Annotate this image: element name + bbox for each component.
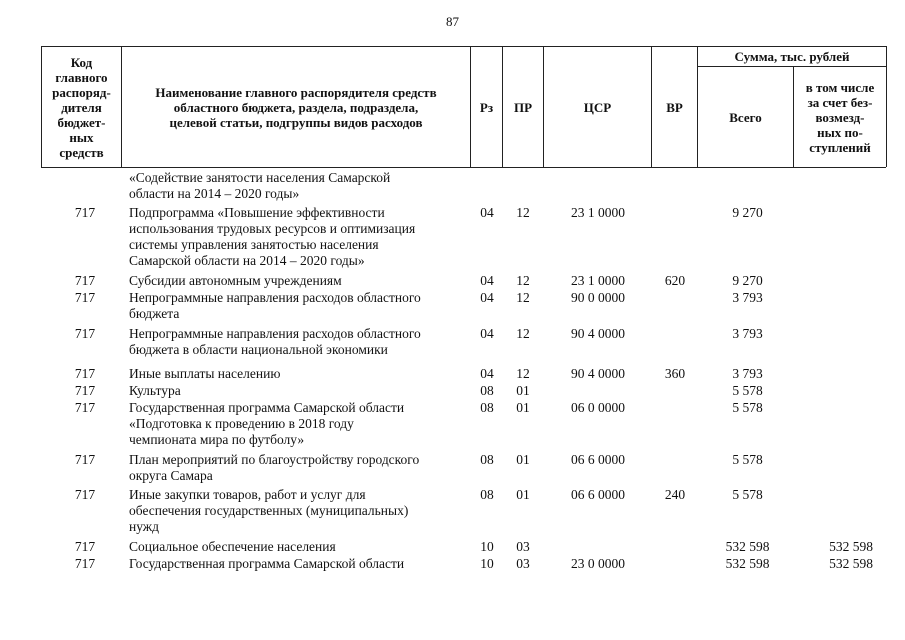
row-total: 3 793 <box>732 366 763 381</box>
row-rz: 08 <box>480 400 494 415</box>
row-csr: 90 4 0000 <box>571 366 625 381</box>
row-vr: 620 <box>664 273 686 288</box>
page-number: 87 <box>446 14 459 29</box>
row-rz: 04 <box>480 290 494 305</box>
header-csr: ЦСР <box>583 99 612 115</box>
row-name: Подпрограмма «Повышение эффективности использования трудовых ресурсов и оптимизация системы управления занятостью населения Самарской области на 2014 – 2020 годы» <box>129 205 416 268</box>
row-total: 5 578 <box>732 487 763 502</box>
row-code: 717 <box>74 366 96 381</box>
row-code: 717 <box>74 290 96 305</box>
row-pr: 12 <box>516 326 530 341</box>
row-rz: 08 <box>480 487 494 502</box>
row-name: Государственная программа Самарской области <box>129 556 405 571</box>
row-rz: 04 <box>480 205 494 220</box>
row-name: «Содействие занятости населения Самарской области на 2014 – 2020 годы» <box>129 170 391 201</box>
row-rz: 04 <box>480 366 494 381</box>
row-name: Иные выплаты населению <box>129 366 281 381</box>
row-code: 717 <box>74 383 96 398</box>
row-rz: 08 <box>480 383 494 398</box>
row-name: Непрограммные направления расходов областного бюджета <box>129 290 421 321</box>
row-total: 532 598 <box>725 556 770 571</box>
header-pr: ПР <box>513 99 533 115</box>
header-vr: ВР <box>666 99 683 115</box>
row-csr: 90 0 0000 <box>571 290 625 305</box>
row-total: 532 598 <box>725 539 770 554</box>
row-total: 5 578 <box>732 383 763 398</box>
row-total: 9 270 <box>732 205 763 220</box>
row-extra: 532 598 <box>829 539 873 554</box>
row-code: 717 <box>74 273 96 288</box>
row-pr: 12 <box>516 273 530 288</box>
row-code: 717 <box>74 452 96 467</box>
row-pr: 01 <box>516 452 530 467</box>
row-name: Иные закупки товаров, работ и услуг для обеспечения государственных (муниципальных) нужд <box>129 487 409 534</box>
row-total: 9 270 <box>732 273 763 288</box>
row-total: 3 793 <box>732 290 763 305</box>
header-sum: Сумма, тыс. рублей <box>734 49 850 64</box>
row-pr: 01 <box>516 400 530 415</box>
row-name: Социальное обеспечение населения <box>129 539 336 554</box>
row-pr: 12 <box>516 366 530 381</box>
row-rz: 08 <box>480 452 494 467</box>
row-pr: 03 <box>516 539 530 554</box>
table-header <box>0 0 905 170</box>
row-vr: 360 <box>664 366 686 381</box>
row-code: 717 <box>74 400 96 415</box>
header-total: Всего <box>729 109 762 125</box>
row-pr: 01 <box>516 383 530 398</box>
row-name: Субсидии автономным учреждениям <box>129 273 342 288</box>
header-code: Код главного распоряд- дителя бюджет- ных средств <box>52 54 111 160</box>
row-pr: 12 <box>516 205 530 220</box>
row-pr: 12 <box>516 290 530 305</box>
row-name: Культура <box>129 383 181 398</box>
row-csr: 23 1 0000 <box>571 273 625 288</box>
header-rz: Рз <box>479 99 494 115</box>
row-extra: 532 598 <box>829 556 873 571</box>
header-name: Наименование главного распорядителя средств областного бюджета, раздела, подраздела, целевой статьи, подгруппы видов расходов <box>155 84 437 130</box>
row-csr: 06 6 0000 <box>571 487 625 502</box>
row-pr: 01 <box>516 487 530 502</box>
header-extra: в том числе за счет без- возмезд- ных по- ступлений <box>805 79 875 155</box>
row-name: План мероприятий по благоустройству городского округа Самара <box>129 452 420 483</box>
row-csr: 90 4 0000 <box>571 326 625 341</box>
row-code: 717 <box>74 205 96 220</box>
row-csr: 23 1 0000 <box>571 205 625 220</box>
row-csr: 23 0 0000 <box>571 556 625 571</box>
row-code: 717 <box>74 556 96 571</box>
row-code: 717 <box>74 326 96 341</box>
row-pr: 03 <box>516 556 530 571</box>
row-code: 717 <box>74 487 96 502</box>
row-total: 5 578 <box>732 400 763 415</box>
row-total: 3 793 <box>732 326 763 341</box>
row-rz: 10 <box>480 539 494 554</box>
row-name: Непрограммные направления расходов областного бюджета в области национальной экономики <box>129 326 421 357</box>
row-rz: 04 <box>480 326 494 341</box>
row-total: 5 578 <box>732 452 763 467</box>
row-csr: 06 0 0000 <box>571 400 625 415</box>
row-code: 717 <box>74 539 96 554</box>
row-csr: 06 6 0000 <box>571 452 625 467</box>
row-vr: 240 <box>664 487 686 502</box>
row-rz: 04 <box>480 273 494 288</box>
row-rz: 10 <box>480 556 494 571</box>
row-name: Государственная программа Самарской области «Подготовка к проведению в 2018 году чемпионата мира по футболу» <box>129 400 405 447</box>
